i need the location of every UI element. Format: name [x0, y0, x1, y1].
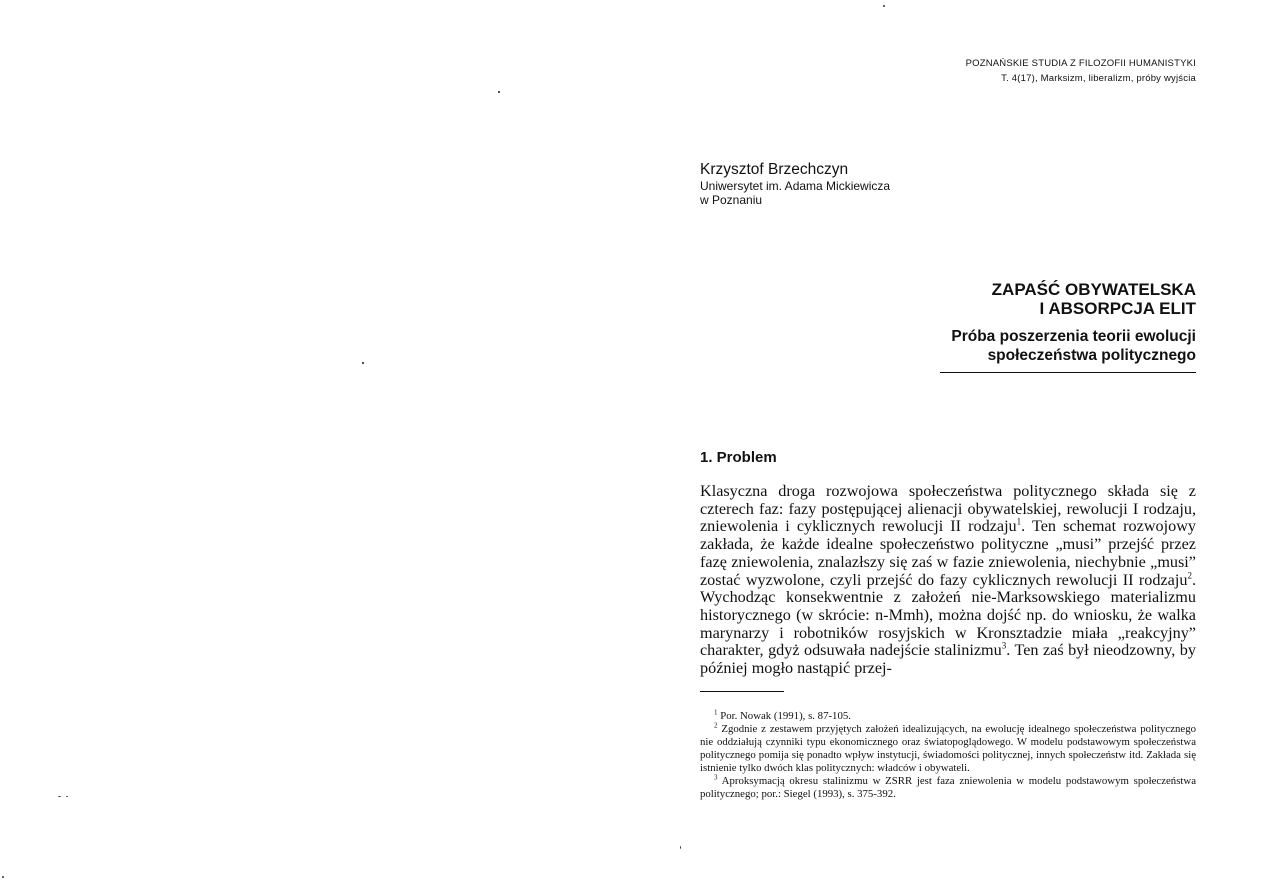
article-title-line-2: I ABSORPCJA ELIT	[1039, 299, 1196, 318]
body-text-part-4: . Ten zaś był nieodzowny, by później mogło nastąpić przej-	[700, 641, 1196, 678]
article-title-line-1: ZAPAŚĆ OBYWATELSKA	[991, 280, 1196, 299]
article-subtitle-line-2: społeczeństwa politycznego	[987, 347, 1196, 364]
article-subtitle-line-1: Próba poszerzenia teorii ewolucji	[951, 328, 1196, 345]
scan-speck	[66, 796, 68, 797]
footnote-2-text: Zgodnie z zestawem przyjętych założeń idealizujących, na ewolucję idealnego społeczeństwa politycznego nie oddziałują czynniki typu ekonomicznego oraz światopoglądowego. W modelu podstawowym społeczeństwa politycznego pomija się ponadto wpływ instytucji, świadomości politycznej, innych społeczeństw itd. Zakłada się istnienie tylko dwóch klas politycznych: władców i obywateli.	[700, 723, 1196, 774]
journal-name: POZNAŃSKIE STUDIA Z FILOZOFII HUMANISTYKI	[965, 58, 1196, 69]
section-heading: 1. Problem	[700, 449, 777, 466]
footnote-2	[700, 723, 1196, 775]
author-name: Krzysztof Brzechczyn	[700, 161, 849, 178]
footnote-ref-1[interactable]: 1	[1016, 517, 1022, 528]
author-affiliation-2: w Poznaniu	[700, 193, 763, 207]
author-affiliation-1: Uniwersytet im. Adama Mickiewicza	[700, 179, 891, 193]
scan-speck	[883, 5, 885, 7]
footnote-2-mark: 2	[714, 721, 718, 730]
footnote-3	[700, 775, 1196, 801]
body-text-part-3: . Wychodząc konsekwentnie z założeń nie-Marksowskiego materializmu historycznego (w skrócie: n-Mmh), można dojść np. do wniosku, że walka marynarzy i robotników rosyjskich w Kronsztadzie miała „reakcyjny” charakter, gdyż odsuwała nadejście stalinizmu	[700, 570, 1196, 660]
scan-speck	[680, 846, 681, 849]
journal-volume: T. 4(17), Marksizm, liberalizm, próby wyjścia	[1001, 73, 1196, 84]
footnote-1	[700, 710, 1196, 723]
footnote-3-mark: 3	[714, 773, 718, 782]
body-text-part-1: Klasyczna droga rozwojowa społeczeństwa politycznego składa się z czterech faz: fazy postępującej alienacji obywatelskiej, rewolucji I rodzaju, zniewolenia i cyklicznych rewolucji II rodzaju	[700, 482, 1196, 536]
body-text-part-2: . Ten schemat rozwojowy zakłada, że każde idealne społeczeństwo polityczne „musi” przejść przez fazę zniewolenia, znalazłszy się zaś w fazie zniewolenia, niechybnie „musi” zostać wyzwolone, czyli przejść do fazy cyklicznych rewolucji II rodzaju	[700, 517, 1196, 589]
title-divider	[940, 372, 1196, 373]
article-title-block	[951, 280, 1196, 365]
footnote-ref-3[interactable]: 3	[1001, 640, 1007, 651]
footnotes	[700, 710, 1196, 801]
scan-speck	[58, 796, 61, 797]
body-paragraph	[700, 483, 1196, 678]
footnote-1-mark: 1	[714, 708, 718, 717]
author-block	[700, 160, 890, 207]
footnote-1-text: Por. Nowak (1991), s. 87-105.	[717, 710, 851, 722]
scan-speck	[362, 362, 364, 364]
footnote-ref-2[interactable]: 2	[1187, 570, 1192, 581]
journal-header	[966, 56, 1196, 86]
footnote-3-text: Aproksymacją okresu stalinizmu w ZSRR jest faza zniewolenia w modelu podstawowym społeczeństwa politycznego; por.: Siegel (1993), s. 375-392.	[700, 775, 1196, 800]
footnote-divider	[700, 691, 784, 692]
scan-speck	[2, 876, 4, 878]
article-subtitle	[951, 327, 1196, 365]
scan-speck	[498, 91, 500, 93]
